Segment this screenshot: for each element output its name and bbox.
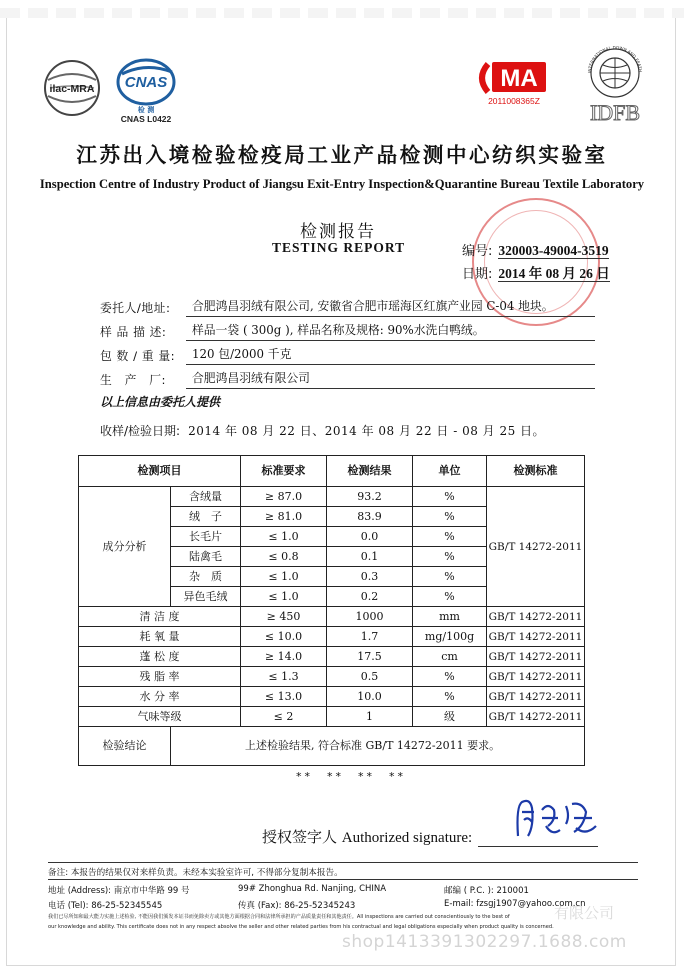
conclusion-row <box>79 727 585 766</box>
address-cn: 地址 (Address): 南京市中华路 99 号 <box>48 886 190 896</box>
cell-item: 陆禽毛 <box>171 547 241 567</box>
client-value: 合肥鸿昌羽绒有限公司, 安徽省合肥市瑶海区红旗产业园 C-04 地块。 <box>186 296 595 317</box>
cell-item: 蓬 松 度 <box>79 647 241 667</box>
header-unit: 单位 <box>413 456 487 487</box>
end-mark: ** ** ** ** <box>296 770 406 783</box>
pack-value: 120 包/2000 千克 <box>186 344 595 365</box>
report-number-value: 320003-49004-3519 <box>498 243 609 258</box>
cell-requirement: ≥ 14.0 <box>241 647 327 667</box>
receive-date-label: 收样/检验日期: <box>100 424 181 438</box>
cell-result: 93.2 <box>327 487 413 507</box>
cell-standard: GB/T 14272-2011 <box>487 607 585 627</box>
report-date <box>462 262 610 282</box>
conclusion-text: 上述检验结果, 符合标准 GB/T 14272-2011 要求。 <box>171 727 585 766</box>
table-row <box>79 667 585 687</box>
cma-logo-text: MA <box>500 65 538 92</box>
cell-requirement: ≤ 1.0 <box>241 527 327 547</box>
cell-result: 1 <box>327 707 413 727</box>
svg-text:INTERNATIONAL DOWN AND FEATHER <box>578 46 643 73</box>
maker-label: 生 产 厂: <box>100 373 166 387</box>
address-en: 99# Zhonghua Rd. Nanjing, CHINA <box>238 884 387 894</box>
cell-requirement: ≥ 81.0 <box>241 507 327 527</box>
cell-result: 0.2 <box>327 587 413 607</box>
cell-item: 杂 质 <box>171 567 241 587</box>
cell-unit: % <box>413 547 487 567</box>
cell-requirement: ≤ 1.0 <box>241 567 327 587</box>
cell-requirement: ≥ 87.0 <box>241 487 327 507</box>
maker-row <box>100 368 595 390</box>
provided-note: 以上信息由委托人提供 <box>100 395 221 409</box>
contact-row <box>48 899 586 911</box>
client-label: 委托人/地址: <box>100 301 171 315</box>
cell-item: 残 脂 率 <box>79 667 241 687</box>
sample-row <box>100 320 595 342</box>
cell-item: 绒 子 <box>171 507 241 527</box>
watermark-strip <box>0 8 684 18</box>
cell-result: 83.9 <box>327 507 413 527</box>
cell-requirement: ≤ 0.8 <box>241 547 327 567</box>
cell-standard: GB/T 14272-2011 <box>487 647 585 667</box>
cell-requirement: ≤ 1.0 <box>241 587 327 607</box>
cell-result: 0.1 <box>327 547 413 567</box>
client-row <box>100 296 595 318</box>
pack-row <box>100 344 595 366</box>
table-header-row <box>79 456 585 487</box>
lab-title-cn: 江苏出入境检验检疫局工业产品检测中心纺织实验室 <box>76 143 608 167</box>
table-row <box>79 687 585 707</box>
cell-unit: mm <box>413 607 487 627</box>
postcode: 邮编 ( P.C. ): 210001 <box>444 886 529 896</box>
cell-result: 17.5 <box>327 647 413 667</box>
signature-line <box>478 846 598 847</box>
sample-value: 样品一袋 ( 300g ), 样品名称及规格: 90%水洗白鸭绒。 <box>186 320 595 341</box>
cell-standard: GB/T 14272-2011 <box>487 707 585 727</box>
disclaimer-cn: 我们已尽所知和最大能力实施上述检验, 不能因我们颁发本证书而免除卖方或其他方面根据合同和法律所承担的产品质量责任和其他责任。All inspections are carried out conscientiously to the best of <box>48 914 510 920</box>
watermark-company: 有限公司 <box>554 904 615 922</box>
cell-result: 1000 <box>327 607 413 627</box>
authorized-signature-label <box>262 826 472 847</box>
cell-result: 10.0 <box>327 687 413 707</box>
report-number <box>462 240 609 259</box>
cell-requirement: ≥ 450 <box>241 607 327 627</box>
header-standard: 检测标准 <box>487 456 585 487</box>
table-row <box>79 627 585 647</box>
report-title-en: TESTING REPORT <box>272 240 406 255</box>
ilac-logo-text: ilac-MRA <box>49 83 95 95</box>
ilac-mra-logo <box>40 58 104 118</box>
report-date-label: 日期: <box>462 267 493 282</box>
cell-unit: % <box>413 527 487 547</box>
cell-unit: % <box>413 687 487 707</box>
disclaimer-en: our knowledge and ability. This certificate does not in any respect absolve the seller and other related parties from his contractual and legal obligations especially when product quality is concerned. <box>48 924 554 930</box>
idfb-logo <box>578 46 652 126</box>
report-date-value: 2014 年 08 月 26 日 <box>498 266 610 281</box>
report-number-label: 编号: <box>462 244 493 259</box>
cell-item: 含绒量 <box>171 487 241 507</box>
cell-item: 水 分 率 <box>79 687 241 707</box>
results-table <box>78 455 585 766</box>
composition-standard: GB/T 14272-2011 <box>487 487 585 607</box>
cell-requirement: ≤ 13.0 <box>241 687 327 707</box>
header-requirement: 标准要求 <box>241 456 327 487</box>
lab-title-en: Inspection Centre of Industry Product of Jiangsu Exit-Entry Inspection&Quarantine Bureau Textile Laboratory <box>39 177 645 191</box>
cell-requirement: ≤ 10.0 <box>241 627 327 647</box>
cell-result: 0.0 <box>327 527 413 547</box>
telephone: 电话 (Tel): 86-25-52345545 <box>48 901 163 911</box>
cell-unit: cm <box>413 647 487 667</box>
cell-unit: % <box>413 587 487 607</box>
table-row <box>79 487 585 507</box>
cell-unit: mg/100g <box>413 627 487 647</box>
footer-rule <box>48 862 638 863</box>
table-row <box>79 647 585 667</box>
composition-group-label: 成分分析 <box>79 487 171 607</box>
watermark-shop-url: shop1413391302297.1688.com <box>342 932 627 952</box>
conclusion-label: 检验结论 <box>79 727 171 766</box>
cell-unit: % <box>413 567 487 587</box>
header-result: 检测结果 <box>327 456 413 487</box>
cell-requirement: ≤ 2 <box>241 707 327 727</box>
handwritten-signature <box>512 796 602 842</box>
cell-unit: % <box>413 487 487 507</box>
cell-result: 0.5 <box>327 667 413 687</box>
cell-result: 1.7 <box>327 627 413 647</box>
cell-requirement: ≤ 1.3 <box>241 667 327 687</box>
maker-value: 合肥鸿昌羽绒有限公司 <box>186 368 595 389</box>
signature-label-cn: 授权签字人 <box>262 828 338 846</box>
cnas-logo-sub: 检 测 <box>137 106 155 114</box>
cell-item: 气味等级 <box>79 707 241 727</box>
cnas-logo-code: CNAS L0422 <box>120 114 172 124</box>
receive-date-value: 2014 年 08 月 22 日、2014 年 08 月 22 日 - 08 月 25 日。 <box>188 424 546 438</box>
cell-unit: % <box>413 507 487 527</box>
cell-unit: % <box>413 667 487 687</box>
report-title-cn: 检测报告 <box>300 222 376 242</box>
idfb-ring-text: INTERNATIONAL DOWN AND FEATH <box>586 46 644 74</box>
table-row <box>79 707 585 727</box>
cell-standard: GB/T 14272-2011 <box>487 627 585 647</box>
footer-rule-2 <box>48 879 638 880</box>
receive-date-row <box>100 422 545 439</box>
cell-item: 耗 氧 量 <box>79 627 241 647</box>
cell-item: 长毛片 <box>171 527 241 547</box>
table-row <box>79 607 585 627</box>
cell-item: 异色毛绒 <box>171 587 241 607</box>
cell-item: 清 洁 度 <box>79 607 241 627</box>
fax: 传真 (Fax): 86-25-52345243 <box>238 901 356 911</box>
cell-standard: GB/T 14272-2011 <box>487 667 585 687</box>
cell-standard: GB/T 14272-2011 <box>487 687 585 707</box>
pack-label: 包 数 / 重 量: <box>100 349 176 363</box>
footer-note: 备注: 本报告的结果仅对来样负责。未经本实验室许可, 不得部分复制本报告。 <box>48 868 343 878</box>
cell-result: 0.3 <box>327 567 413 587</box>
email: E-mail: fzsgj1907@yahoo.com.cn <box>444 899 586 909</box>
header-item: 检测项目 <box>79 456 241 487</box>
address-row <box>48 884 529 896</box>
cma-logo-code: 2011008365Z <box>488 96 540 106</box>
cell-unit: 级 <box>413 707 487 727</box>
sample-label: 样 品 描 述: <box>100 325 167 339</box>
idfb-logo-text: IDFB <box>589 100 641 125</box>
signature-label-en: Authorized signature: <box>341 830 473 846</box>
cnas-logo <box>112 56 186 126</box>
cma-logo <box>474 58 554 108</box>
cnas-logo-text: CNAS <box>124 74 168 91</box>
